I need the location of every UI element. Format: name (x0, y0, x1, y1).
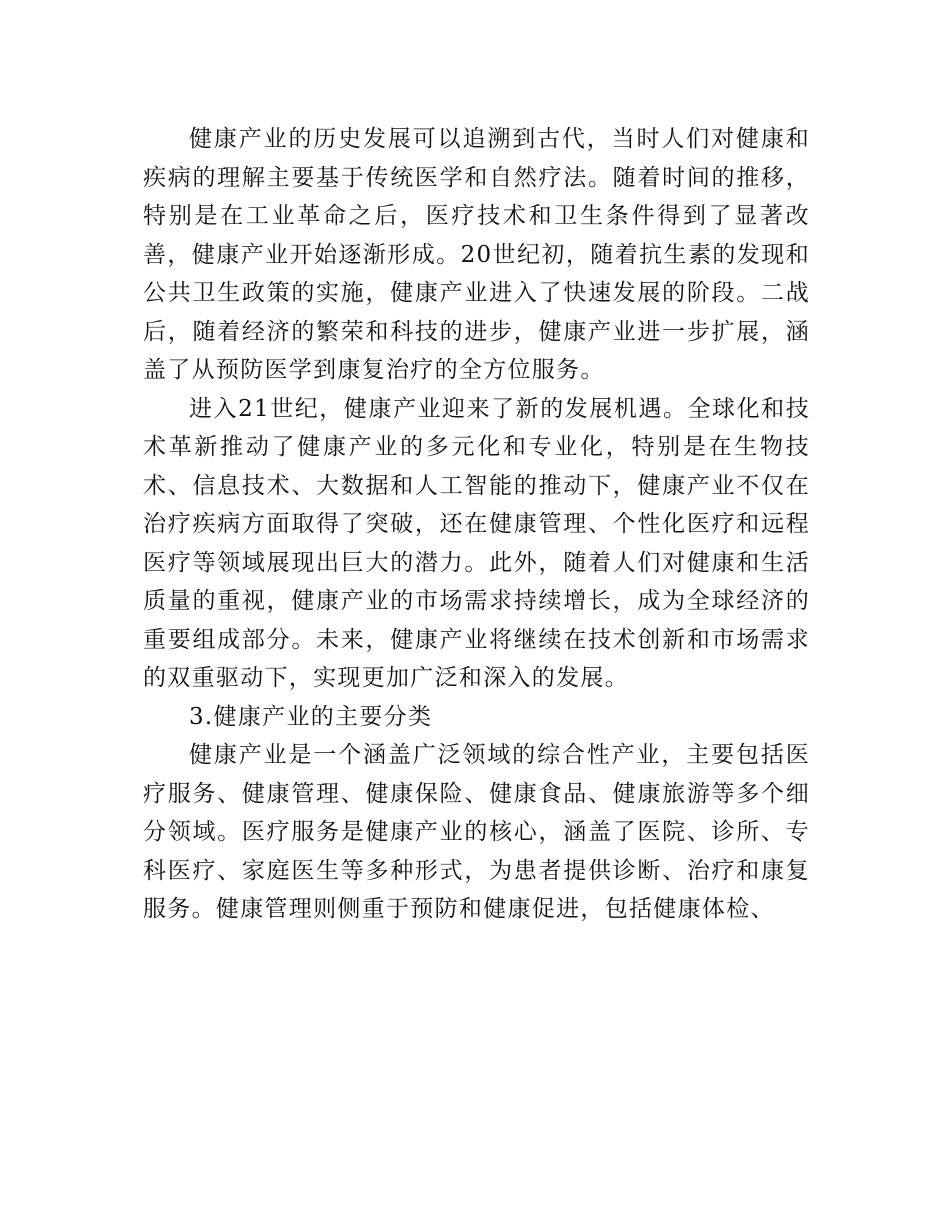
section-heading: 3.健康产业的主要分类 (189, 703, 433, 730)
paragraph-21st-century: 进入21世纪，健康产业迎来了新的发展机遇。全球化和技术革新推动了健康产业的多元化和专业化，特别是在生物技术、信息技术、大数据和人工智能的推动下，健康产业不仅在治疗疾病方面取得了突破，还在健康管理、个性化医疗和远程医疗等领域展现出巨大的潜力。此外，随着人们对健康和生活质量的重视，健康产业的市场需求持续增长，成为全球经济的重要组成部分。未来，健康产业将继续在技术创新和市场需求的双重驱动下，实现更加广泛和深入的发展。 (143, 395, 810, 691)
paragraph-classification: 健康产业是一个涵盖广泛领域的综合性产业，主要包括医疗服务、健康管理、健康保险、健康食品、健康旅游等多个细分领域。医疗服务是健康产业的核心，涵盖了医院、诊所、专科医疗、家庭医生等多种形式，为患者提供诊断、治疗和康复服务。健康管理则侧重于预防和健康促进，包括健康体检、 (143, 742, 810, 922)
paragraph-history: 健康产业的历史发展可以追溯到古代，当时人们对健康和疾病的理解主要基于传统医学和自然疗法。随着时间的推移，特别是在工业革命之后，医疗技术和卫生条件得到了显著改善，健康产业开始逐渐形成。20世纪初，随着抗生素的发现和公共卫生政策的实施，健康产业进入了快速发展的阶段。二战后，随着经济的繁荣和科技的进步，健康产业进一步扩展，涵盖了从预防医学到康复治疗的全方位服务。 (143, 126, 810, 383)
document-body (143, 120, 810, 929)
